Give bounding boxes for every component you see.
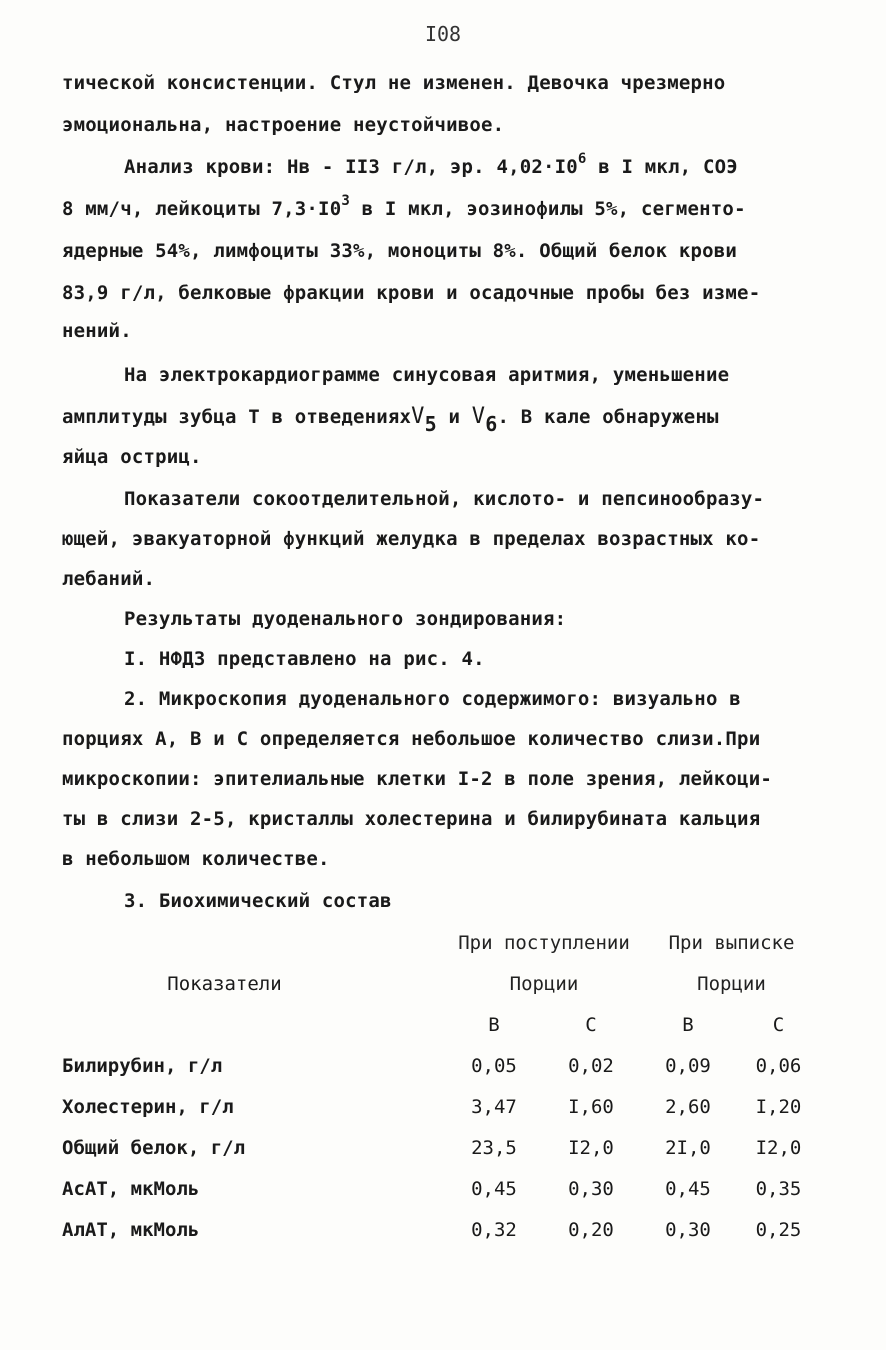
duodenal-item-2-line-3: микроскопии: эпителиальные клетки I-2 в поле зрения, лейкоци- [62,768,772,790]
blood-line-2: 8 мм/ч, лейкоциты $7,3\cdot I0^3$ в I мкл, эозинофилы 5%, сегменто- [62,193,746,220]
table-row [62,1209,822,1250]
table-header-row [62,1004,822,1045]
row-label: АлАТ, мкМоль [62,1218,200,1241]
table-cell: 0,20 [568,1218,614,1241]
table-cell: I2,0 [568,1136,614,1159]
duodenal-item-2-line-2: порциях А, В и С определяется небольшое количество слизи.При [62,728,761,750]
table-cell: 0,05 [471,1054,517,1077]
duodenal-item-2-line-5: в небольшом количестве. [62,848,330,870]
table-cell: 0,25 [755,1218,802,1241]
duodenal-title: Результаты дуоденального зондирования: [124,608,567,630]
header-indicators: Показатели [167,972,282,995]
table-cell: I,20 [755,1095,802,1118]
stomach-line-3: лебаний. [62,568,156,590]
table-cell: 0,45 [471,1177,517,1200]
table-header-row [62,922,822,963]
table-header-row [62,963,822,1004]
table-cell: 0,02 [568,1054,614,1077]
table-row [62,1086,822,1127]
row-label: Билирубин, г/л [62,1054,223,1077]
duodenal-item-2-line-1: 2. Микроскопия дуоденального содержимого: визуально в [124,688,741,710]
blood-line-4: 83,9 г/л, белковые фракции крови и осадочные пробы без изме- [62,282,761,304]
table-cell: 0,30 [568,1177,614,1200]
text-line: тической консистенции. Стул не изменен. Девочка чрезмерно [62,72,726,94]
blood-line-1: Анализ крови: Нв - II3 г/л, эр. $4,02\cdot I0^6$ в I мкл, СОЭ [124,151,738,178]
header-discharge: При выписке [668,931,795,954]
header-col-b: В [682,1013,694,1036]
table-cell: 23,5 [471,1136,517,1159]
table-cell: 0,06 [755,1054,802,1077]
blood-line-3: ядерные 54%, лимфоциты 33%, моноциты 8%. Общий белок крови [62,240,738,262]
table-row [62,1045,822,1086]
table-cell: 0,35 [755,1177,802,1200]
duodenal-item-1: I. НФДЗ представлено на рис. 4. [124,648,485,670]
row-label: АсАТ, мкМоль [62,1177,200,1200]
stomach-line-2: ющей, эвакуаторной функций желудка в пределах возрастных ко- [62,528,761,550]
table-cell: 2,60 [665,1095,711,1118]
header-portions-discharge: Порции [697,972,766,995]
duodenal-item-3: 3. Биохимический состав [124,890,392,912]
table-cell: 2I,0 [665,1136,711,1159]
row-label: Холестерин, г/л [62,1095,234,1118]
blood-line-5: нений. [62,320,132,342]
table-cell: 0,45 [665,1177,711,1200]
duodenal-item-2-line-4: ты в слизи 2-5, кристаллы холестерина и билирубината кальция [62,808,761,830]
text-line: эмоциональна, настроение неустойчивое. [62,114,505,136]
table-row [62,1168,822,1209]
table-cell: 0,32 [471,1218,517,1241]
table-row [62,1127,822,1168]
ecg-line-2: амплитуды зубца Т в отведенияхV5 и V6. В кале обнаружены [62,404,719,436]
table-cell: 0,09 [665,1054,711,1077]
row-label: Общий белок, г/л [62,1136,246,1159]
table-cell: I,60 [568,1095,614,1118]
ecg-line-1: На электрокардиограмме синусовая аритмия, уменьшение [124,364,730,386]
biochemistry-table [62,922,822,1250]
stomach-line-1: Показатели сокоотделительной, кислото- и пепсинообразу- [124,488,765,510]
header-col-b: В [488,1013,500,1036]
table-cell: I2,0 [755,1136,802,1159]
ecg-line-3: яйца остриц. [62,446,202,468]
header-portions-admission: Порции [509,972,579,995]
table-cell: 0,30 [665,1218,711,1241]
page-number: I08 [424,22,462,46]
header-col-c: С [585,1013,597,1036]
header-col-c: С [772,1013,785,1036]
table-cell: 3,47 [471,1095,517,1118]
header-admission: При поступлении [458,931,630,954]
